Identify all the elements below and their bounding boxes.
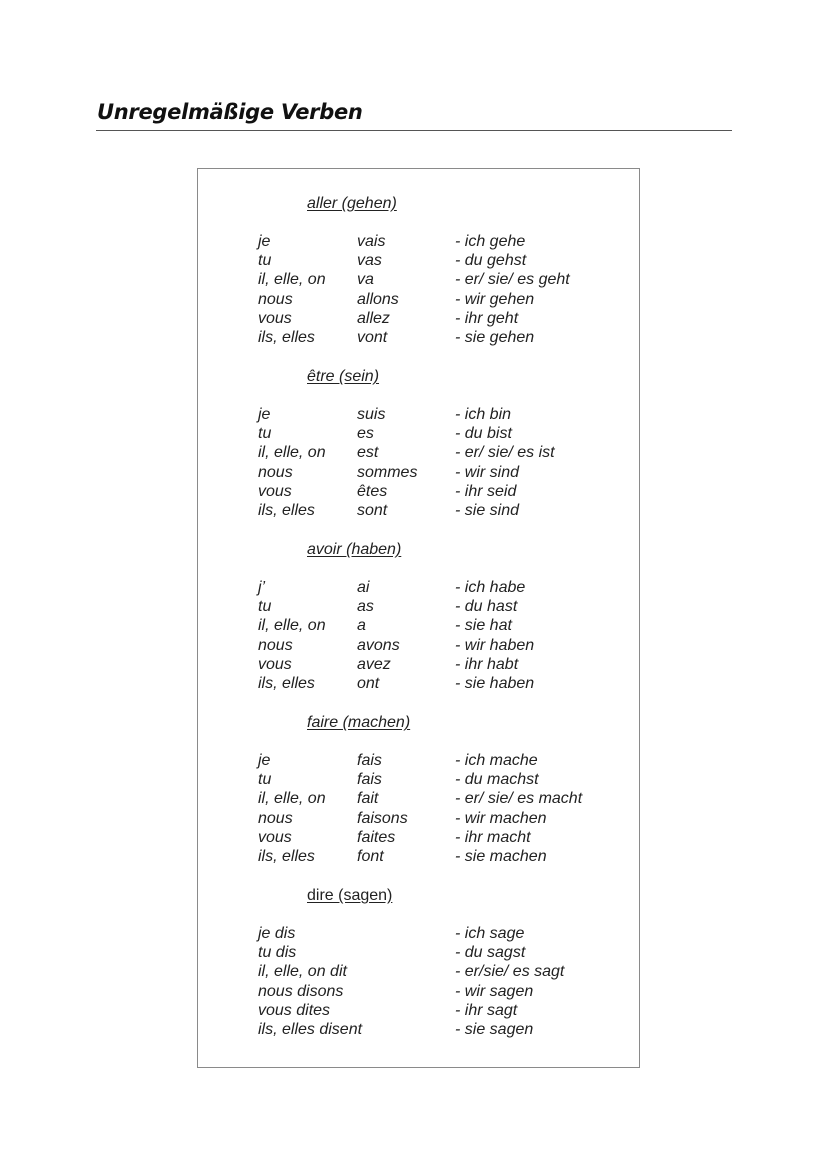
translation: - ihr macht [455,828,531,846]
pronoun: ils, elles [258,501,315,519]
verb-form: vais [357,233,386,250]
conjugation-row [198,943,639,962]
translation: - du hast [455,598,518,616]
conjugation-row [198,770,639,789]
verb-table-box [197,168,640,1068]
conjugation-row [198,290,639,309]
translation: - wir machen [455,809,547,827]
conjugation-row [198,463,639,482]
conjugation-row [198,847,639,866]
conjugation-row [198,597,639,616]
conjugation-row [198,270,639,289]
pronoun: tu [258,252,272,270]
conjugation-row [198,309,639,328]
verb-form: avons [357,636,400,654]
translation: - sie sagen [455,1020,534,1038]
verb-heading: dire (sagen) [307,887,393,904]
pronoun: nous [258,463,293,481]
translation: - wir sind [455,463,520,481]
conjugation-list [198,578,639,693]
verb-form: as [357,598,374,616]
pronoun: vous [258,309,292,327]
verb-form: allons [357,290,399,308]
translation: - wir gehen [455,290,535,308]
verb-form: a [357,617,366,635]
conjugation-row [198,232,639,251]
conjugation-row [198,578,639,597]
conjugation-row [198,751,639,770]
pronoun: il, elle, on [258,271,326,289]
pronoun: ils, elles [258,847,315,865]
pronoun-verb-phrase: ils, elles disent [258,1020,363,1038]
pronoun: il, elle, on [258,790,326,808]
verb-form: fais [357,771,382,789]
translation: - sie hat [455,617,512,635]
conjugation-row [198,982,639,1001]
conjugation-row [198,501,639,520]
pronoun: vous [258,482,292,500]
pronoun: j’ [258,579,266,596]
conjugation-row [198,424,639,443]
pronoun: ils, elles [258,328,315,346]
translation: - er/sie/ es sagt [455,963,565,981]
conjugation-row [198,809,639,828]
pronoun-verb-phrase: tu dis [258,944,297,962]
verb-form: allez [357,309,390,327]
verb-form: fais [357,752,382,769]
verb-heading: avoir (haben) [307,541,402,558]
conjugation-row [198,924,639,943]
conjugation-list [198,232,639,347]
conjugation-list [198,405,639,520]
verb-heading: aller (gehen) [307,195,397,212]
pronoun-verb-phrase: nous disons [258,982,344,1000]
verb-heading: être (sein) [307,368,380,385]
conjugation-row [198,1020,639,1039]
pronoun: je [258,233,271,250]
translation: - ihr seid [455,482,517,500]
conjugation-row [198,405,639,424]
conjugation-row [198,636,639,655]
conjugation-row [198,482,639,501]
translation: - ich sage [455,925,525,942]
translation: - ich mache [455,752,538,769]
pronoun: vous [258,655,292,673]
translation: - ich bin [455,406,512,423]
conjugation-list [198,924,639,1039]
verb-form: va [357,271,374,289]
translation: - ich gehe [455,233,526,250]
verb-form: faisons [357,809,408,827]
translation: - wir sagen [455,982,534,1000]
verb-form: sommes [357,463,418,481]
pronoun: il, elle, on [258,617,326,635]
verb-heading: faire (machen) [307,714,411,731]
pronoun: nous [258,636,293,654]
pronoun: il, elle, on [258,444,326,462]
verb-form: êtes [357,482,388,500]
translation: - sie gehen [455,328,535,346]
pronoun: ils, elles [258,674,315,692]
verb-form: est [357,444,379,462]
verb-form: faites [357,828,396,846]
translation: - du machst [455,771,539,789]
pronoun: tu [258,771,272,789]
translation: - sie sind [455,501,520,519]
verb-form: ai [357,579,370,596]
translation: - du gehst [455,252,527,270]
translation: - sie machen [455,847,547,865]
verb-form: font [357,847,384,865]
translation: - ich habe [455,579,526,596]
translation: - er/ sie/ es ist [455,444,555,462]
conjugation-row [198,616,639,635]
title-divider [96,130,732,131]
translation: - ihr habt [455,655,519,673]
pronoun-verb-phrase: je dis [258,925,296,942]
pronoun: tu [258,598,272,616]
pronoun: tu [258,425,272,443]
conjugation-row [198,328,639,347]
verb-form: sont [357,501,388,519]
translation: - sie haben [455,674,535,692]
pronoun-verb-phrase: il, elle, on dit [258,963,347,981]
conjugation-row [198,443,639,462]
translation: - er/ sie/ es geht [455,271,570,289]
translation: - du bist [455,425,512,443]
translation: - wir haben [455,636,535,654]
verb-form: vas [357,252,382,270]
pronoun: nous [258,809,293,827]
pronoun: je [258,752,271,769]
conjugation-row [198,962,639,981]
verb-form: es [357,425,374,443]
page-title: Unregelmäßige Verben [97,100,363,124]
conjugation-row [198,655,639,674]
translation: - du sagst [455,944,526,962]
conjugation-row [198,674,639,693]
verb-form: avez [357,655,391,673]
verb-form: ont [357,674,380,692]
conjugation-list [198,751,639,866]
conjugation-row [198,828,639,847]
pronoun: nous [258,290,293,308]
translation: - er/ sie/ es macht [455,790,583,808]
translation: - ihr geht [455,309,519,327]
conjugation-row [198,1001,639,1020]
verb-form: suis [357,406,386,423]
pronoun-verb-phrase: vous dites [258,1001,331,1019]
verb-form: vont [357,328,388,346]
conjugation-row [198,789,639,808]
conjugation-row [198,251,639,270]
translation: - ihr sagt [455,1001,518,1019]
verb-form: fait [357,790,379,808]
pronoun: je [258,406,271,423]
pronoun: vous [258,828,292,846]
